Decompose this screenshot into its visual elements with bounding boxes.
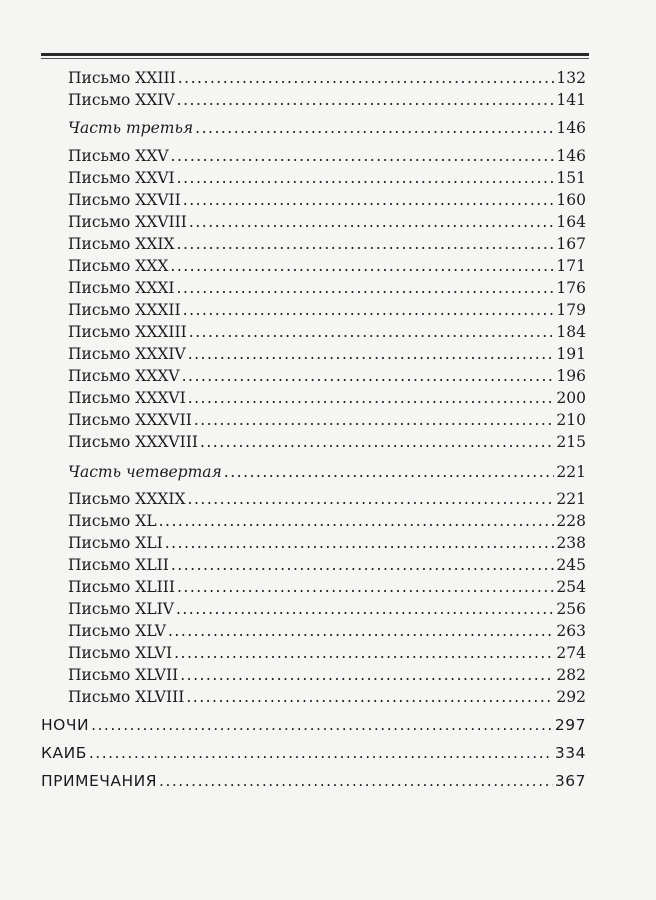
toc-entry-page: 210 — [556, 411, 586, 429]
toc-entry-page: 228 — [556, 512, 586, 530]
toc-entry-title: Письмо XXVII — [68, 191, 181, 209]
toc-entry-title: Письмо XLV — [68, 622, 166, 640]
toc-entry-page: 167 — [556, 235, 586, 253]
toc-entry — [68, 301, 586, 321]
leader-dots — [159, 772, 553, 790]
toc-entry-title: Письмо XXXIX — [68, 490, 186, 508]
toc-entry — [68, 411, 586, 431]
toc-entry-title: Письмо XLIII — [68, 578, 175, 596]
leader-dots — [189, 323, 555, 341]
toc-entry-title: Письмо XXXVIII — [68, 433, 198, 451]
toc-section-entry — [41, 772, 586, 792]
toc-entry-page: 297 — [554, 716, 586, 734]
toc-entry-title: Письмо XLII — [68, 556, 169, 574]
toc-entry-page: 132 — [556, 69, 586, 87]
toc-part-entry — [68, 119, 586, 139]
toc-entry-title: Письмо XXVIII — [68, 213, 187, 231]
toc-entry-title: КАИБ — [41, 744, 87, 762]
header-rule-thick — [41, 53, 589, 56]
leader-dots — [188, 389, 555, 407]
toc-entry-title: Письмо XXXVI — [68, 389, 186, 407]
toc-entry-page: 282 — [556, 666, 586, 684]
toc-entry-page: 146 — [556, 147, 586, 165]
toc-entry-page: 176 — [556, 279, 586, 297]
toc-entry-page: 151 — [556, 169, 586, 187]
leader-dots — [177, 279, 555, 297]
toc-entry-page: 238 — [556, 534, 586, 552]
toc-entry-title: Письмо XXXIII — [68, 323, 187, 341]
toc-part-entry — [68, 463, 586, 483]
toc-entry-title: Письмо XLVIII — [68, 688, 185, 706]
toc-entry — [68, 688, 586, 708]
toc-entry — [68, 556, 586, 576]
leader-dots — [165, 534, 555, 552]
toc-entry — [68, 644, 586, 664]
leader-dots — [177, 235, 555, 253]
toc-entry-title: Часть четвертая — [68, 463, 222, 481]
toc-entry-title: Письмо XXXVII — [68, 411, 192, 429]
toc-entry-page: 274 — [556, 644, 586, 662]
toc-entry-title: Письмо XLIV — [68, 600, 174, 618]
toc-entry — [68, 235, 586, 255]
leader-dots — [180, 666, 554, 684]
toc-entry-title: Письмо XLI — [68, 534, 163, 552]
toc-entry-page: 254 — [556, 578, 586, 596]
toc-entry — [68, 600, 586, 620]
toc-entry-title: Письмо XXIV — [68, 91, 175, 109]
toc-entry-page: 334 — [554, 744, 586, 762]
toc-entry-page: 263 — [556, 622, 586, 640]
toc-entry-title: Письмо XLVII — [68, 666, 179, 684]
toc-entry-title: Письмо XXXI — [68, 279, 175, 297]
toc-entry-title: Письмо XXVI — [68, 169, 175, 187]
toc-entry-page: 164 — [556, 213, 586, 231]
leader-dots — [195, 119, 554, 137]
toc-entry-page: 221 — [556, 490, 586, 508]
toc-entry — [68, 433, 586, 453]
toc-entry-title: Письмо XXX — [68, 257, 169, 275]
toc-entry-page: 191 — [556, 345, 586, 363]
toc-entry — [68, 389, 586, 409]
toc-entry — [68, 257, 586, 277]
toc-section-entry — [41, 716, 586, 736]
toc-entry-title: НОЧИ — [41, 716, 90, 734]
toc-entry-title: Письмо XXIX — [68, 235, 175, 253]
toc-entry-title: Письмо XXXV — [68, 367, 180, 385]
toc-entry-page: 184 — [556, 323, 586, 341]
toc-entry-title: Часть третья — [68, 119, 194, 137]
toc-entry — [68, 323, 586, 343]
leader-dots — [177, 91, 555, 109]
leader-dots — [171, 147, 555, 165]
toc-entry-page: 367 — [554, 772, 586, 790]
toc-entry-title: Письмо XXIII — [68, 69, 176, 87]
leader-dots — [170, 257, 554, 275]
toc-entry-page: 171 — [556, 257, 586, 275]
leader-dots — [168, 622, 554, 640]
leader-dots — [182, 367, 555, 385]
toc-entry — [68, 345, 586, 365]
leader-dots — [183, 301, 555, 319]
toc-entry-page: 146 — [556, 119, 586, 137]
toc-entry — [68, 534, 586, 554]
toc-entry-page: 256 — [556, 600, 586, 618]
leader-dots — [186, 688, 554, 706]
leader-dots — [183, 191, 555, 209]
toc-entry-page: 221 — [556, 463, 586, 481]
toc-entry — [68, 191, 586, 211]
toc-entry-page: 160 — [556, 191, 586, 209]
toc-entry-page: 200 — [556, 389, 586, 407]
toc-entry-page: 141 — [556, 91, 586, 109]
leader-dots — [177, 578, 554, 596]
leader-dots — [177, 169, 555, 187]
leader-dots — [91, 716, 553, 734]
leader-dots — [194, 411, 555, 429]
toc-entry — [68, 69, 586, 89]
leader-dots — [178, 69, 555, 87]
toc-entry — [68, 512, 586, 532]
header-rule-thin — [41, 58, 589, 59]
leader-dots — [159, 512, 555, 530]
toc-entry-page: 196 — [556, 367, 586, 385]
toc-entry-title: Письмо XLVI — [68, 644, 173, 662]
toc-entry — [68, 91, 586, 111]
toc-entry — [68, 622, 586, 642]
leader-dots — [174, 644, 554, 662]
leader-dots — [171, 556, 555, 574]
toc-entry-title: Письмо XXXIV — [68, 345, 186, 363]
toc-entry — [68, 147, 586, 167]
leader-dots — [189, 213, 554, 231]
toc-entry — [68, 666, 586, 686]
toc-entry-title: Письмо XL — [68, 512, 157, 530]
toc-entry-title: Письмо XXV — [68, 147, 169, 165]
leader-dots — [200, 433, 554, 451]
leader-dots — [188, 490, 555, 508]
toc-entry-page: 245 — [556, 556, 586, 574]
toc-entry-page: 292 — [556, 688, 586, 706]
leader-dots — [188, 345, 555, 363]
toc-entry-page: 215 — [556, 433, 586, 451]
toc-section-entry — [41, 744, 586, 764]
toc-entry — [68, 213, 586, 233]
toc-entry — [68, 169, 586, 189]
toc-entry — [68, 279, 586, 299]
toc-entry — [68, 367, 586, 387]
leader-dots — [224, 463, 555, 481]
toc-entry-page: 179 — [556, 301, 586, 319]
leader-dots — [176, 600, 554, 618]
toc-entry — [68, 490, 586, 510]
toc-entry — [68, 578, 586, 598]
toc-entry-title: Письмо XXXII — [68, 301, 181, 319]
toc-entry-title: ПРИМЕЧАНИЯ — [41, 772, 158, 790]
leader-dots — [89, 744, 553, 762]
